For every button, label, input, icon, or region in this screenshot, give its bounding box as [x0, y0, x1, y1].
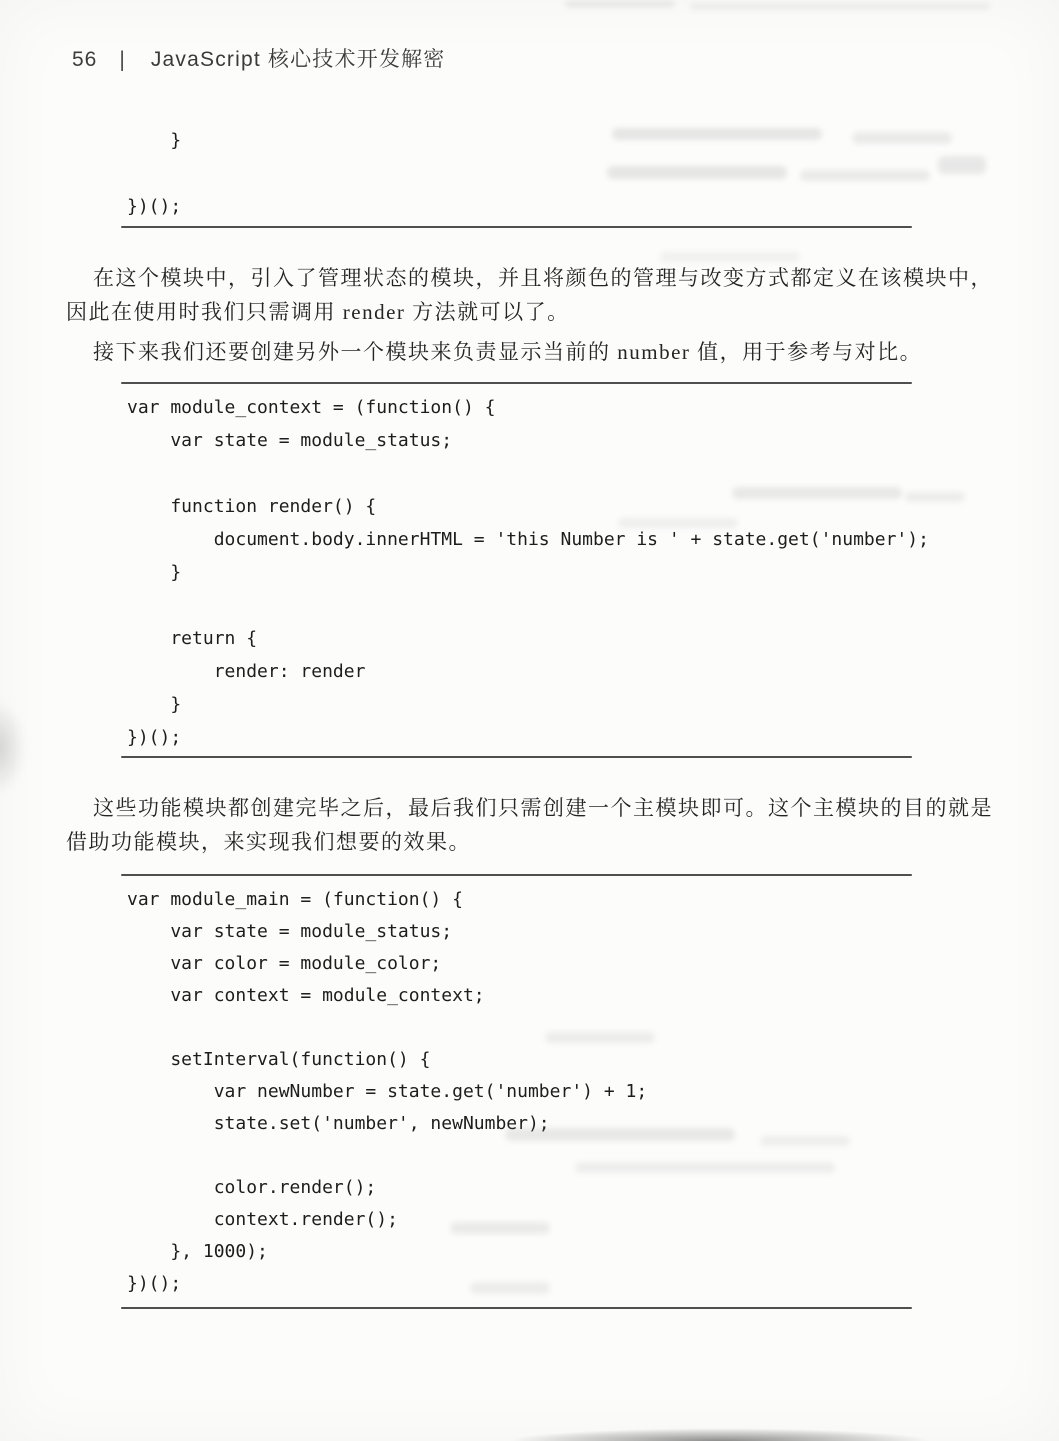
code-block-module-main [127, 884, 647, 1300]
code-line: document.body.innerHTML = 'this Number is ' + state.get('number'); [127, 529, 929, 550]
scan-artifact [612, 128, 822, 140]
code-divider [121, 874, 912, 876]
scan-artifact [760, 1136, 850, 1146]
code-line: var context = module_context; [127, 985, 485, 1006]
code-line: color.render(); [127, 1177, 377, 1198]
text-line: 接下来我们还要创建另外一个模块来负责显示当前的 number 值，用于参考与对比。 [93, 340, 923, 364]
code-line: setInterval(function() { [127, 1049, 431, 1070]
scan-artifact [0, 700, 26, 795]
code-line: var module_main = (function() { [127, 889, 463, 910]
code-line: })(); [127, 1273, 182, 1294]
code-divider [121, 756, 912, 758]
header-separator: | [119, 47, 125, 72]
code-line: } [127, 130, 182, 151]
scan-artifact [800, 170, 930, 181]
code-block-module-context [127, 391, 929, 754]
code-divider [121, 382, 912, 384]
paragraph-3 [66, 791, 1006, 859]
code-line: render: render [127, 661, 366, 682]
code-line: } [127, 562, 182, 583]
code-line [127, 457, 929, 490]
code-line [127, 1012, 647, 1044]
book-title: JavaScript 核心技术开发解密 [150, 48, 446, 71]
code-line: var module_context = (function() { [127, 397, 496, 418]
code-line: var color = module_color; [127, 953, 442, 974]
paragraph-1 [66, 261, 1006, 329]
paragraph-2 [66, 335, 1006, 369]
code-line: return { [127, 628, 258, 649]
text-line: 这些功能模块都创建完毕之后，最后我们只需创建一个主模块即可。这个主模块的目的就是 [93, 796, 993, 820]
code-line: })(); [127, 196, 182, 217]
scan-artifact [690, 3, 990, 10]
scan-artifact [607, 166, 787, 179]
page-header [72, 43, 446, 73]
scan-artifact [938, 156, 986, 174]
scan-artifact [565, 1, 675, 7]
code-line [127, 157, 181, 190]
code-line: state.set('number', newNumber); [127, 1113, 550, 1134]
code-line: }, 1000); [127, 1241, 268, 1262]
scan-artifact [852, 132, 952, 144]
code-line: })(); [127, 727, 182, 748]
page-curl-shadow [440, 1424, 1000, 1441]
code-line [127, 589, 929, 622]
page-number: 56 [72, 48, 98, 71]
code-line [127, 1140, 647, 1172]
code-divider [121, 1307, 912, 1309]
code-line: var state = module_status; [127, 430, 453, 451]
code-fragment-previous-page [127, 124, 181, 223]
code-line: var newNumber = state.get('number') + 1; [127, 1081, 648, 1102]
code-line: function render() { [127, 496, 377, 517]
code-line: } [127, 694, 182, 715]
text-line: 因此在使用时我们只需调用 render 方法就可以了。 [66, 300, 570, 324]
code-line: context.render(); [127, 1209, 398, 1230]
text-line: 在这个模块中，引入了管理状态的模块，并且将颜色的管理与改变方式都定义在该模块中， [93, 266, 993, 290]
text-line: 借助功能模块，来实现我们想要的效果。 [66, 830, 471, 854]
code-line: var state = module_status; [127, 921, 453, 942]
code-divider [121, 226, 912, 228]
